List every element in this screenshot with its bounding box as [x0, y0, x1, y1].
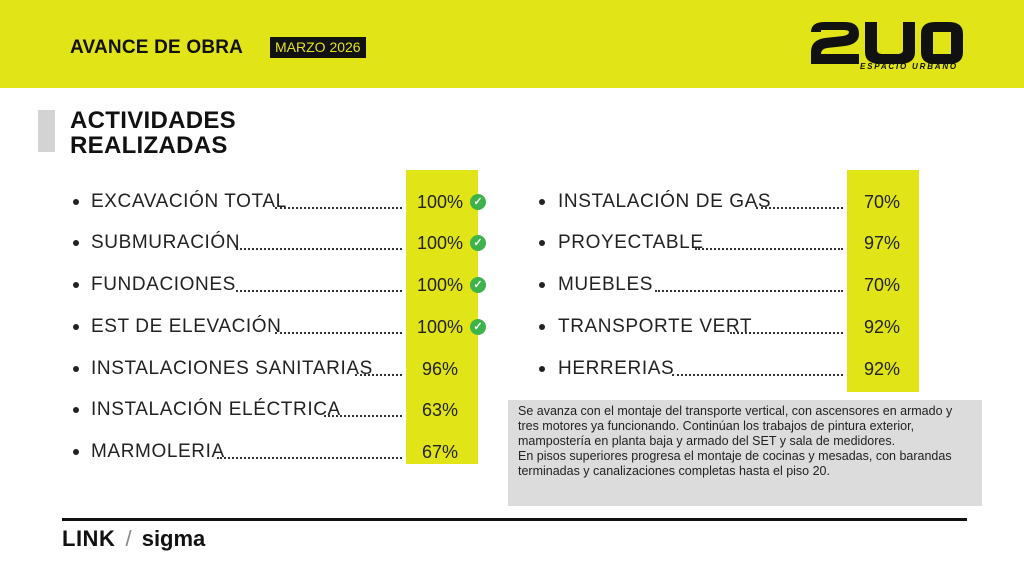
- note-paragraph: Se avanza con el montaje del transporte vertical, con ascensores en armado y tres motores ya funcionando. Continúan los trabajos de pintura exterior, mampostería en planta baja y armado del SET y sala de medidores.: [518, 404, 953, 448]
- bullet: [73, 407, 79, 413]
- check-circle-icon: ✓: [470, 194, 486, 210]
- section-marker: [38, 110, 55, 152]
- leader-dots: [756, 207, 843, 209]
- activity-percent: 96%: [421, 359, 459, 379]
- activity-label: TRANSPORTE VERT: [558, 316, 753, 337]
- activity-percent: 100%: [416, 192, 464, 212]
- activity-label: HERRERIAS: [558, 358, 675, 379]
- activity-percent: 92%: [863, 359, 901, 379]
- activity-label: INSTALACIONES SANITARIAS: [91, 358, 373, 379]
- section-title-line2: REALIZADAS: [70, 132, 228, 159]
- footer-brand-link: LINK: [62, 526, 116, 551]
- brand-name: 2UO: [807, 18, 810, 19]
- bullet: [539, 199, 545, 205]
- activity-label: MARMOLERIA: [91, 441, 225, 462]
- activity-label: EST DE ELEVACIÓN: [91, 316, 282, 337]
- activity-percent: 70%: [863, 275, 901, 295]
- list-item: [0, 440, 500, 464]
- progress-note: [508, 400, 982, 506]
- brand-tagline: ESPACIO URBANO: [860, 62, 958, 71]
- list-item: [0, 398, 500, 422]
- leader-dots: [672, 374, 843, 376]
- activity-percent: 100%: [416, 317, 464, 337]
- activity-label: INSTALACIÓN DE GAS: [558, 191, 772, 212]
- activity-percent: 100%: [416, 275, 464, 295]
- list-item: [0, 273, 1000, 297]
- activity-percent: 63%: [421, 400, 459, 420]
- bullet: [73, 449, 79, 455]
- activity-label: INSTALACIÓN ELÉCTRICA: [91, 399, 341, 420]
- leader-dots: [730, 332, 843, 334]
- leader-dots: [695, 248, 843, 250]
- list-item: [0, 190, 1000, 214]
- period-badge: MARZO 2026: [270, 37, 366, 58]
- footer-brand: [62, 526, 205, 552]
- activity-label: EXCAVACIÓN TOTAL: [91, 191, 287, 212]
- activity-label: MUEBLES: [558, 274, 654, 295]
- activity-percent: 70%: [863, 192, 901, 212]
- activity-label: FUNDACIONES: [91, 274, 236, 295]
- check-circle-icon: ✓: [470, 319, 486, 335]
- activity-percent: 100%: [416, 233, 464, 253]
- note-paragraph: En pisos superiores progresa el montaje de cocinas y mesadas, con barandas terminadas y canalizaciones completas hasta el piso 20.: [518, 449, 952, 478]
- list-item: [0, 231, 1000, 255]
- leader-dots: [217, 457, 402, 459]
- footer-brand-sigma: sigma: [141, 526, 206, 551]
- footer-brand-separator: /: [125, 526, 132, 551]
- leader-dots: [324, 415, 402, 417]
- section-title: [70, 108, 236, 158]
- activity-percent: 67%: [421, 442, 459, 462]
- bullet: [539, 324, 545, 330]
- check-circle-icon: ✓: [470, 277, 486, 293]
- bullet: [539, 366, 545, 372]
- page-title: AVANCE DE OBRA: [70, 37, 244, 58]
- leader-dots: [655, 290, 843, 292]
- activity-percent: 92%: [863, 317, 901, 337]
- list-item: [0, 315, 1000, 339]
- bullet: [539, 282, 545, 288]
- activity-label: SUBMURACIÓN: [91, 232, 241, 253]
- activity-percent: 97%: [863, 233, 901, 253]
- activity-label: PROYECTABLE: [558, 232, 704, 253]
- list-item: [0, 357, 1000, 381]
- bullet: [539, 240, 545, 246]
- section-title-line1: ACTIVIDADES: [70, 107, 236, 134]
- check-circle-icon: ✓: [470, 235, 486, 251]
- footer-divider: [62, 518, 967, 521]
